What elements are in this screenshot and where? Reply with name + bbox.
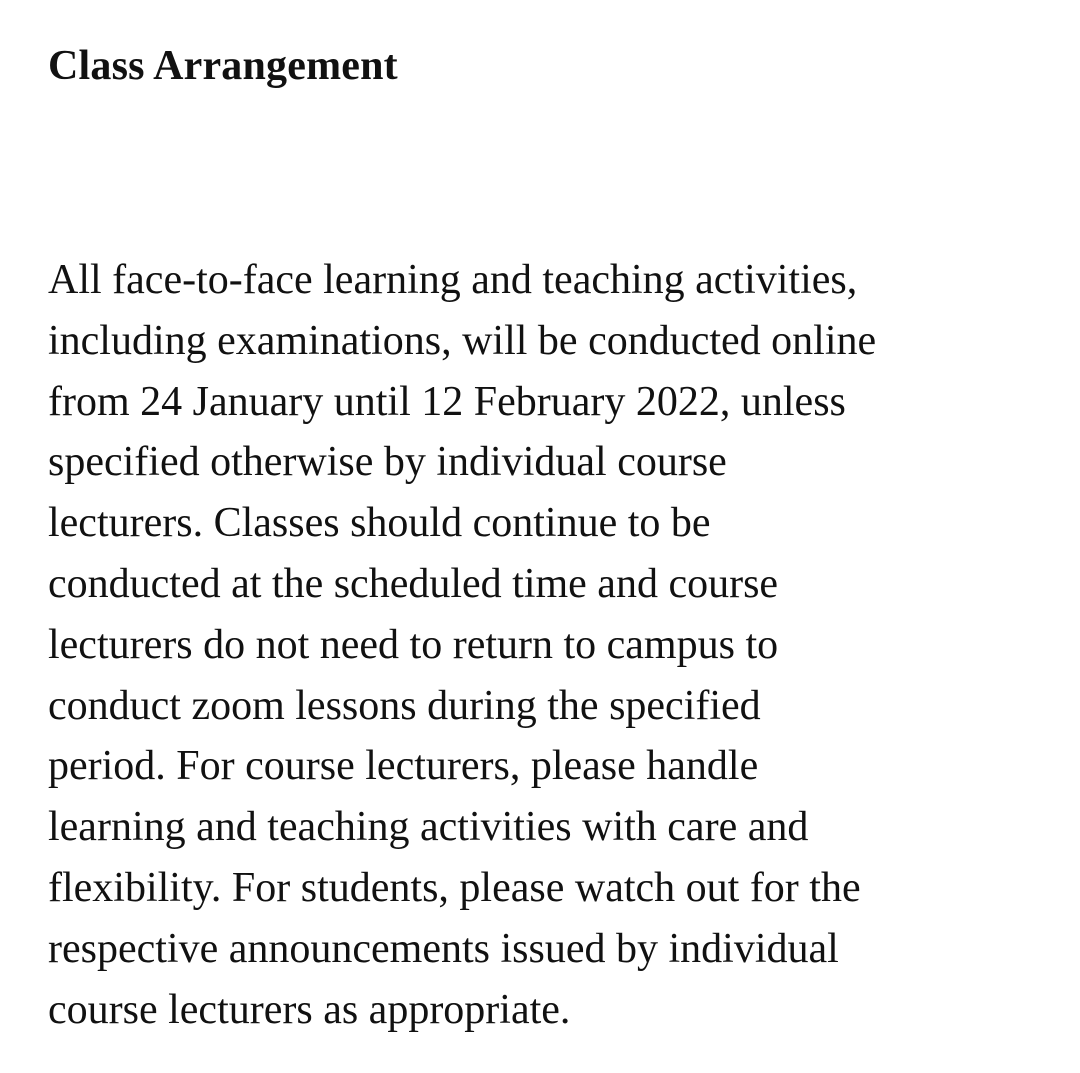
body-line: specified otherwise by individual course [48, 439, 727, 486]
body-line: period. For course lecturers, please handle [48, 743, 759, 790]
body-line: conducted at the scheduled time and course [48, 560, 779, 607]
body-line: including examinations, will be conducted online [48, 317, 877, 364]
body-line: lecturers do not need to return to campus to [48, 621, 779, 668]
body-line: respective announcements issued by individual [48, 925, 839, 972]
body-line: flexibility. For students, please watch out for the [48, 864, 861, 911]
body-line: course lecturers as appropriate. [48, 986, 571, 1033]
body-line: lecturers. Classes should continue to be [48, 500, 711, 547]
announcement-body [48, 250, 1048, 1040]
body-line: All face-to-face learning and teaching activities, [48, 257, 858, 303]
page-title: Class Arrangement [48, 43, 398, 89]
body-line: from 24 January until 12 February 2022, unless [48, 378, 846, 425]
body-line: learning and teaching activities with care and [48, 804, 809, 851]
body-line: conduct zoom lessons during the specified [48, 682, 761, 729]
